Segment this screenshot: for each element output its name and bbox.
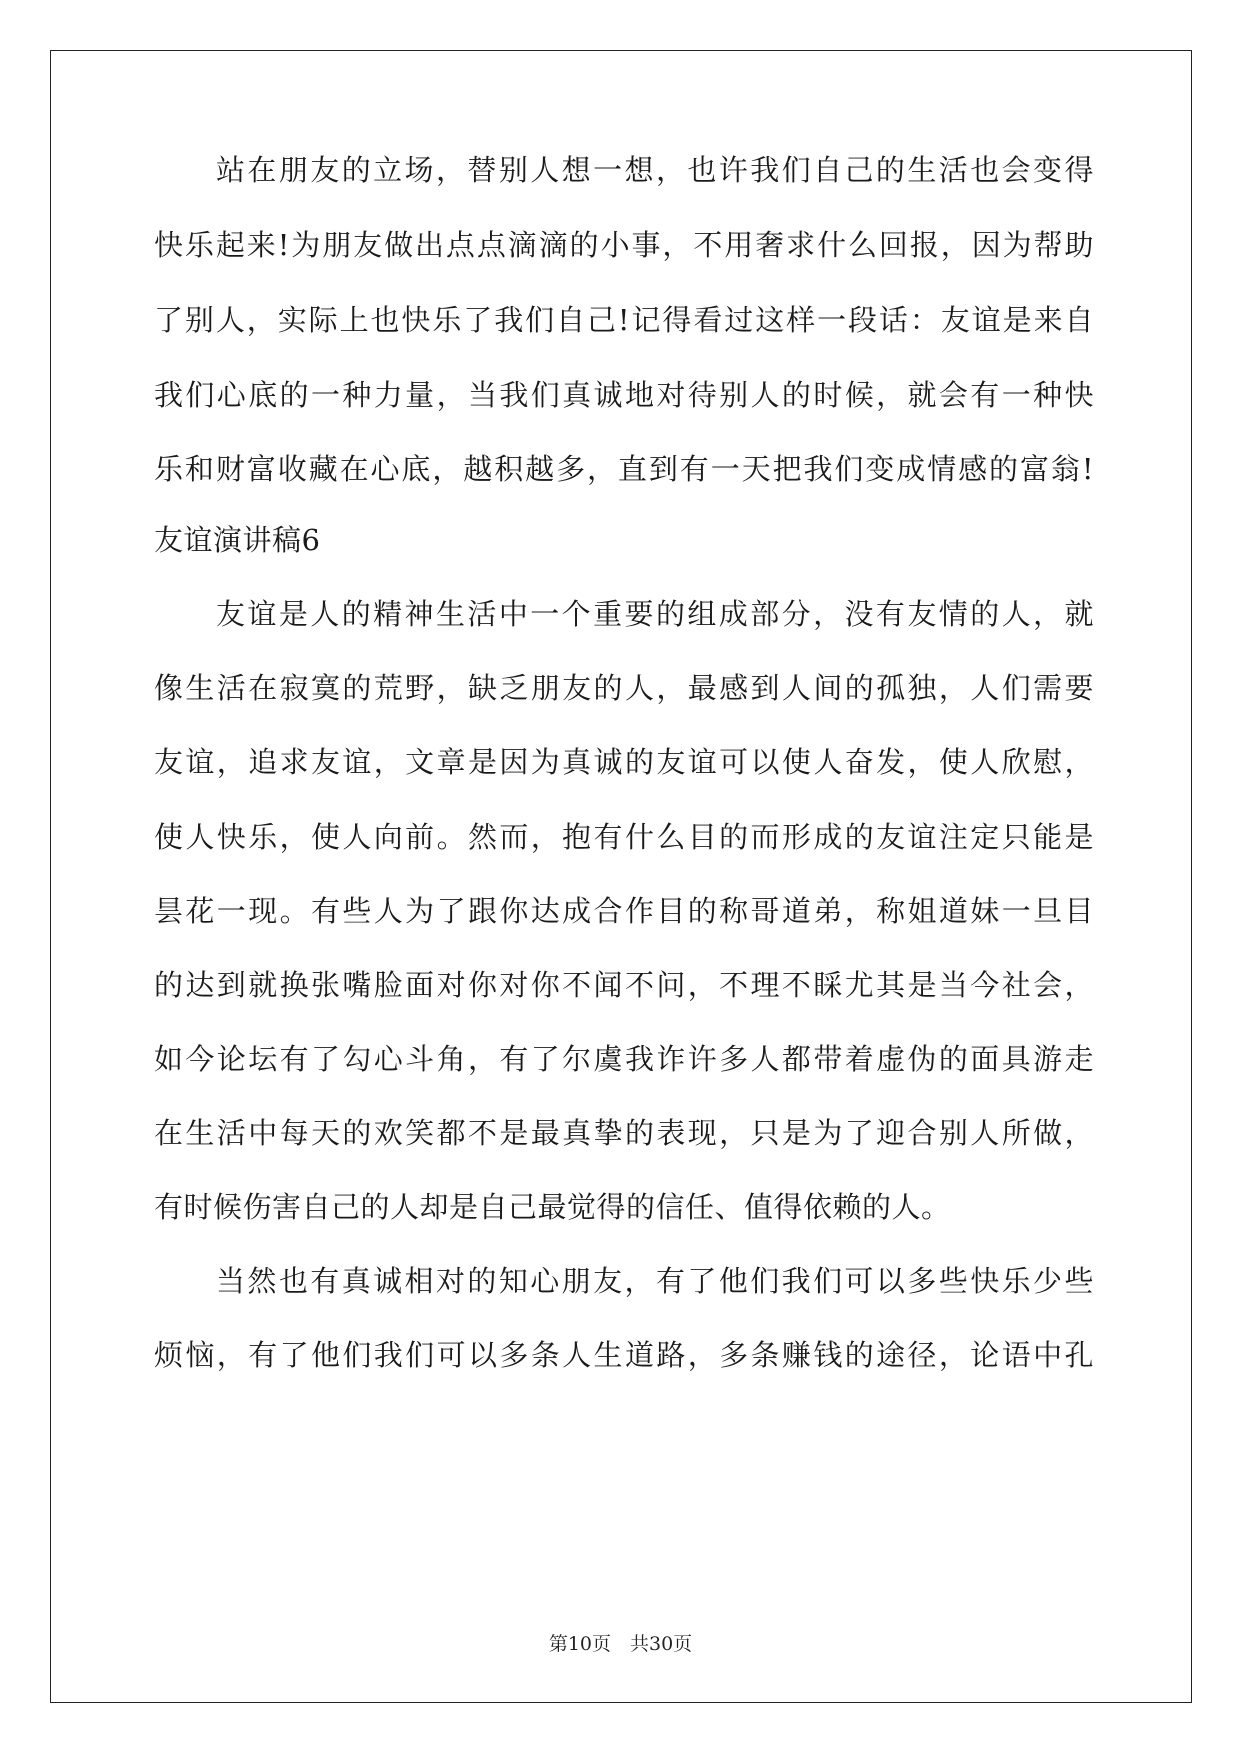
page-number-footer: 第10页 共30页 [548,1633,693,1655]
paragraph-2-line-9: 有时候伤害自己的人却是自己最觉得的信任、值得依赖的人。 [154,1190,951,1224]
paragraph-1-line-1: 站在朋友的立场，替别人想一想，也许我们自己的生活也会变得 [216,153,1094,187]
paragraph-2-line-3: 友谊，追求友谊，文章是因为真诚的友谊可以使人奋发，使人欣慰， [154,745,1094,779]
paragraph-2-line-8: 在生活中每天的欢笑都不是最真挚的表现，只是为了迎合别人所做， [154,1116,1094,1150]
paragraph-2-line-6: 的达到就换张嘴脸面对你对你不闻不问，不理不睬尤其是当今社会， [154,968,1094,1002]
paragraph-2-line-1: 友谊是人的精神生活中一个重要的组成部分，没有友情的人，就 [216,597,1094,631]
paragraph-2-line-4: 使人快乐，使人向前。然而，抱有什么目的而形成的友谊注定只能是 [154,820,1094,854]
paragraph-3-line-1: 当然也有真诚相对的知心朋友，有了他们我们可以多些快乐少些 [216,1264,1094,1298]
paragraph-2-line-7: 如今论坛有了勾心斗角，有了尔虞我诈许多人都带着虚伪的面具游走 [154,1042,1094,1076]
paragraph-1-line-2: 快乐起来!为朋友做出点点滴滴的小事，不用奢求什么回报，因为帮助 [154,228,1094,262]
paragraph-1-line-4: 我们心底的一种力量，当我们真诚地对待别人的时候，就会有一种快 [154,378,1094,412]
page-border [50,50,1192,1703]
paragraph-1-line-3: 了别人，实际上也快乐了我们自己!记得看过这样一段话：友谊是来自 [154,303,1094,337]
paragraph-3-line-2: 烦恼，有了他们我们可以多条人生道路，多条赚钱的途径，论语中孔 [154,1338,1094,1372]
paragraph-2-line-2: 像生活在寂寞的荒野，缺乏朋友的人，最感到人间的孤独，人们需要 [154,671,1094,705]
section-heading: 友谊演讲稿6 [154,523,321,557]
paragraph-1-line-5: 乐和财富收藏在心底，越积越多，直到有一天把我们变成情感的富翁! [154,452,1094,486]
paragraph-2-line-5: 昙花一现。有些人为了跟你达成合作目的称哥道弟，称姐道妹一旦目 [154,894,1094,928]
